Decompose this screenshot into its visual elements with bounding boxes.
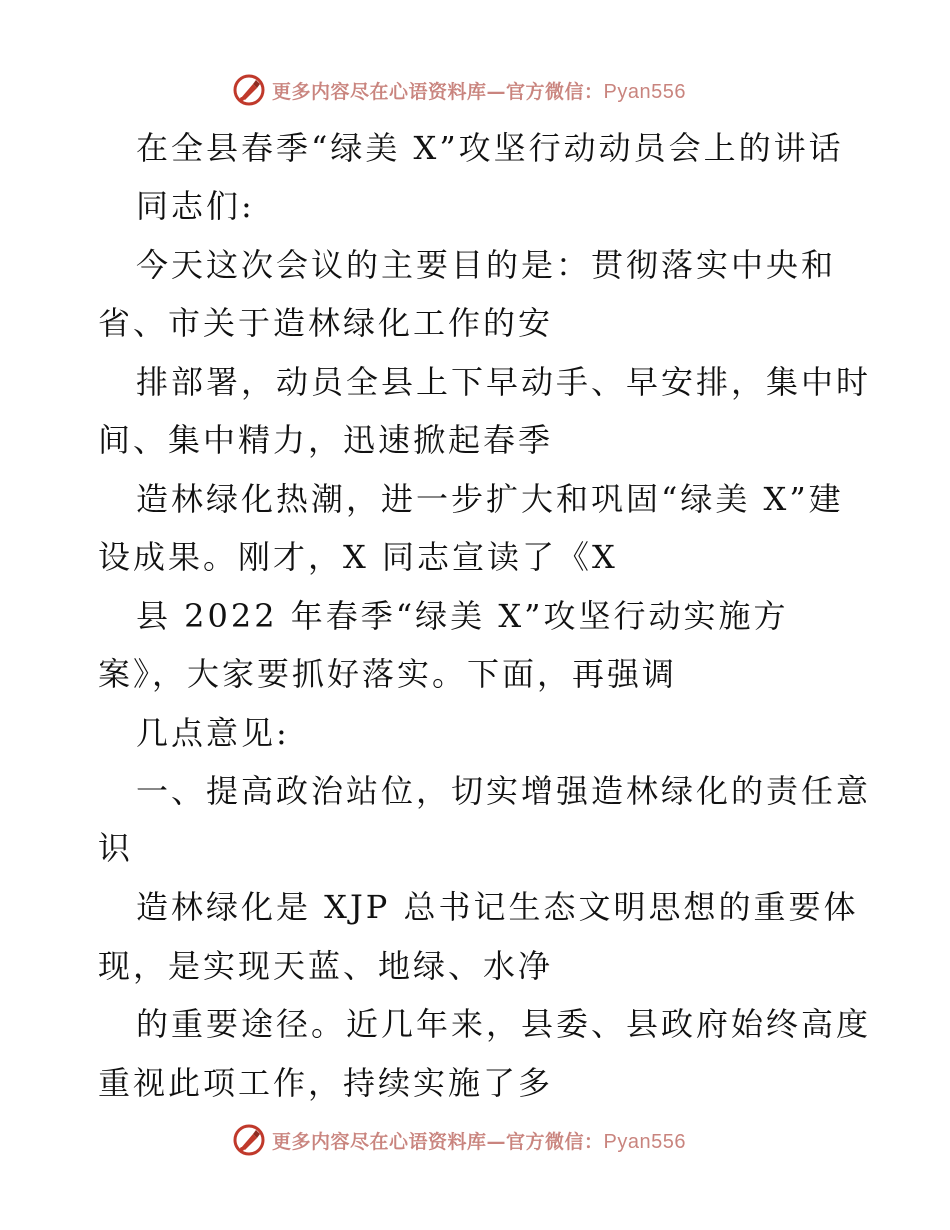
document-title: 在全县春季“绿美 X”攻坚行动动员会上的讲话: [136, 129, 844, 167]
doc-line: 今天这次会议的主要目的是：贯彻落实中央和: [136, 246, 837, 284]
footer-banner-label: 更多内容尽在心语资料库—官方微信：: [272, 1130, 604, 1153]
footer-banner-text: [272, 1127, 686, 1154]
section-heading: 一、提高政治站位，切实增强造林绿化的责任意: [136, 772, 872, 810]
pen-logo-icon: [232, 73, 266, 107]
doc-line: 现，是实现天蓝、地绿、水净: [98, 947, 554, 985]
header-wechat-id: Pyan556: [603, 80, 686, 103]
header-banner-text: [272, 77, 686, 104]
header-banner: [232, 72, 686, 108]
doc-line: 案》，大家要抓好落实。下面，再强调: [98, 655, 678, 693]
doc-line: 几点意见:: [136, 714, 290, 752]
doc-line: 重视此项工作，持续实施了多: [98, 1064, 554, 1102]
doc-line: 排部署，动员全县上下早动手、早安排，集中时: [136, 363, 872, 401]
doc-line: 同志们:: [136, 187, 255, 225]
doc-line: 省、市关于造林绿化工作的安: [98, 304, 554, 342]
doc-line: 造林绿化热潮，进一步扩大和巩固“绿美 X”建: [136, 480, 844, 518]
doc-line: 县 2022 年春季“绿美 X”攻坚行动实施方: [136, 597, 789, 635]
doc-line: 的重要途径。近几年来，县委、县政府始终高度: [136, 1005, 872, 1043]
doc-line: 识: [98, 829, 134, 867]
footer-banner: [232, 1122, 686, 1158]
pen-logo-icon: [232, 1123, 266, 1157]
doc-line: 造林绿化是 XJP 总书记生态文明思想的重要体: [136, 888, 859, 926]
footer-wechat-id: Pyan556: [603, 1130, 686, 1153]
header-banner-label: 更多内容尽在心语资料库—官方微信：: [272, 80, 604, 103]
doc-line: 间、集中精力，迅速掀起春季: [98, 421, 554, 459]
doc-line: 设成果。刚才，X 同志宣读了《X: [98, 538, 618, 576]
